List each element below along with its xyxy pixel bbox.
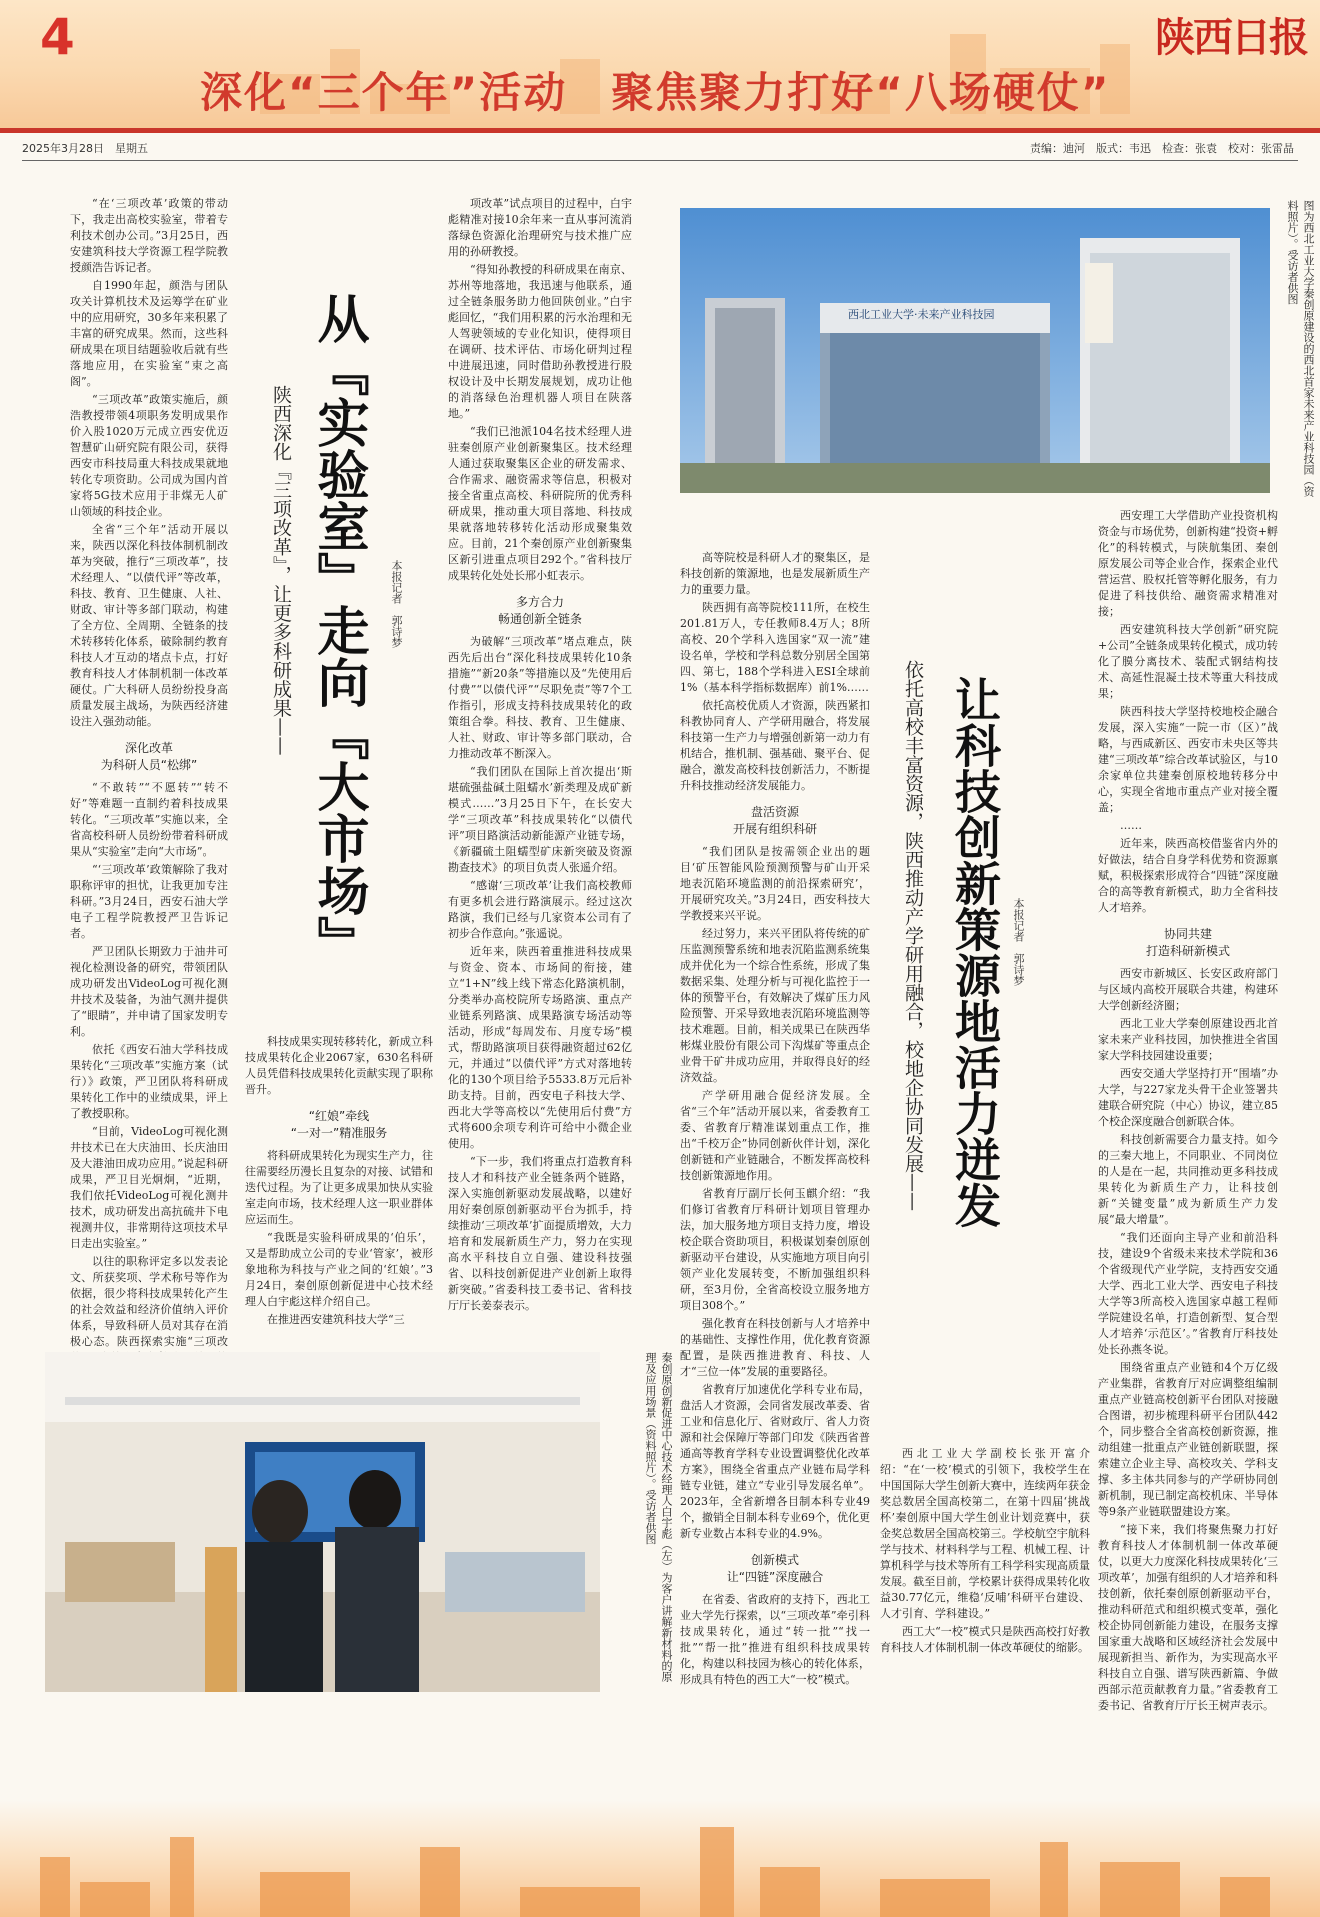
paragraph: 高等院校是科研人才的聚集区，是科技创新的策源地，也是发展新质生产力的重要力量。 [680, 551, 870, 596]
editor-credits: 责编：迪河 版式：韦迅 检查：张袁 校对：张雷晶 [1030, 142, 1294, 155]
paragraph: “目前，VideoLog可视化测井技术已在大庆油田、长庆油田及大港油田成功应用。”说起科研成果，严卫目光炯炯，“近期，我们依托VideoLog可视化测井技术，成功研发出高抗硫井下电视测井仪，非常期待这项技术早日走出实验室。” [70, 1125, 228, 1250]
paragraph: “在‘三项改革’政策的带动下，我走出高校实验室，带着专利技术创办公司。”3月25日，西安建筑科技大学资源工程学院教授颜浩告诉记者。 [70, 197, 228, 274]
subhead: 协同共建 打造科研新模式 [1145, 927, 1230, 958]
lab-photo [45, 1352, 600, 1692]
section-headline-right: 聚焦聚力打好“八场硬仗” [611, 68, 1111, 117]
paragraph: “三项改革”政策实施后，颜浩教授带领4项职务发明成果作价入股1020万元成立西安优迈智慧矿山研究院有限公司，获得西安市科技局重大科技成果就地转化专项资助。公司成为国内首家将5G技术应用于非煤无人矿山领域的科技企业。 [70, 393, 228, 518]
paragraph: “得知孙教授的科研成果在南京、苏州等地落地，我迅速与他联系，通过全链条服务助力他回陕创业。”白宇彪回忆，“我们用积累的污水治理和无人驾驶领域的专业化知识，使得项目在调研、技术评估、市场化研判过程中进展迅速，同时借助孙教授进行股权设计及中长期发展规划，成功让他的消落绿色治理机器人项目在陕落地。” [448, 263, 632, 420]
paragraph: 为破解“三项改革”堵点难点，陕西先后出台“深化科技成果转化10条措施”“新20条”等措施以及“先使用后付费”“以债代评”“尽职免责”等7个工作指引，形成支持科技成果转化的政策组合拳。科技、教育、卫生健康、人社、财政、审计等多部门联动，合力推动改革不断深入。 [448, 635, 632, 760]
paragraph: “下一步，我们将重点打造教育科技人才和科技产业全链条两个链路，深入实施创新驱动发展战略，以建好用好秦创原创新驱动平台为抓手，持续推动‘三项改革’扩面提质增效，大力培育和发展新质生产力，努力在实现高水平科技自立自强、建设科技强省、以科技创新促进产业创新上取得新突破。”省委科技工委书记、省科技厅厅长姜泰表示。 [448, 1155, 632, 1312]
section-headline-left: 深化“三个年”活动 [200, 68, 568, 117]
paragraph: 西安市新城区、长安区政府部门与区域内高校开展联合共建，构建环大学创新经济圈； [1098, 967, 1278, 1012]
page-number: 4 [40, 8, 75, 66]
tech-park-caption: 图为西北工业大学秦创原建设的西北首家未来产业科技园（资料照片）。受访者供图 [1286, 200, 1315, 497]
subhead: 多方合力 畅通创新全链条 [497, 595, 582, 626]
right-article-colC [1098, 508, 1278, 1712]
subhead: 盘活资源 开展有组织科研 [732, 805, 817, 836]
right-article-colB [880, 1446, 1090, 1691]
paragraph: 西北工业大学副校长张开富介绍：“在‘一校’模式的引领下，我校学生在中国国际大学生创新大赛中，连续两年获金奖总数居全国高校第二，在第十四届‘挑战杯’秦创原中国大学生创业计划竞赛中，获金奖总数居全国高校第三。学校航空宇航科学与技术、材料科学与工程、机械工程、计算机科学与技术等所有工科学科实现高质量发展。截至目前，学校累计获得成果转化收益30.77亿元，维稳‘反哺’科研平台建设、人才引育、学科建设。” [880, 1447, 1090, 1620]
subhead: “红娘”牵线 “一对一”精准服务 [290, 1109, 388, 1140]
paragraph: 省教育厅加速优化学科专业布局，盘活人才资源，会同省发展改革委、省工业和信息化厅、省财政厅、省人力资源和社会保障厅等部门印发《陕西省普通高等教育学科专业设置调整优化改革方案》，围绕全省重点产业链布局学科链专业链，建立“专业引导发展名单”。2023年，全省新增各目制本科专业49个，撤销全目制本科专业69个，优化更新专业数占本科专业的4.9%。 [680, 1383, 870, 1540]
paragraph: 将科研成果转化为现实生产力，往往需要经历漫长且复杂的对接、试错和迭代过程。为了让更多成果加快从实验室走向市场，技术经理人这一职业群体应运而生。 [245, 1149, 433, 1226]
paragraph: 西北工业大学秦创原建设西北首家未来产业科技园，加快推进全省国家大学科技园建设重要； [1098, 1017, 1278, 1062]
paragraph: 近年来，陕西着重推进科技成果与资金、资本、市场间的衔接，建立“1+N”线上线下常态化路演机制，分类举办高校院所专场路演、重点产业链系列路演、成果路演专场活动等活动，形成“每周发布、月度专场”模式，帮助路演项目获得融资超过62亿元，并通过“以债代评”方式对落地转化的130个项目给予5533.8万元后补助支持。目前，西安电子科技大学、西北大学等高校以“先使用后付费”方式将600余项专利许可给中小微企业使用。 [448, 945, 632, 1150]
paragraph: “我们还面向主导产业和前沿科技，建设9个省级未来技术学院和36个省级现代产业学院，支持西安交通大学、西北工业大学、西安电子科技大学等3所高校入选国家卓越工程师学院建设名单，打造创新型、复合型人才培养‘示范区’。”省教育厅科技处处长孙燕冬说。 [1098, 1231, 1278, 1356]
left-article-col3 [245, 1034, 433, 1334]
paragraph: 西安交通大学坚持打开“围墙”办大学，与227家龙头骨干企业签署共建联合研究院（中心）协议，建立85个校企深度融合创新联合体。 [1098, 1067, 1278, 1128]
left-article-col1 [70, 196, 228, 1348]
tech-park-photo [680, 208, 1270, 493]
paragraph: 科技成果实现转移转化，新成立科技成果转化企业2067家，630名科研人员凭借科技成果转化贡献实现了职称晋升。 [245, 1035, 433, 1096]
paragraph: 全省“三个年”活动开展以来，陕西以深化科技体制机制改革为突破，推行“三项改革”，技术经理人、“以债代评”等改革，科技、教育、卫生健康、人社、财政、审计等多部门联动，构建了全方位、全周期、全链条的技术转移转化体系，破除制约教育科技人才互动的堵点卡点，打好教育科技人才体制机制一体改革硬仗。广大科研人员纷纷投身高质量发展主战场，为陕西经济建设注入强劲动能。 [70, 523, 228, 728]
paragraph: 陕西科技大学坚持校地校企融合发展，深入实施“一院一市（区）”战略，与西咸新区、西安市未央区等共建“三项改革”综合改革试验区，与10余家单位共建秦创原校地转移分中心，实现全省地市重点产业对接全覆盖； [1098, 705, 1278, 814]
footer-skyline [0, 1800, 1320, 1917]
paragraph: 严卫团队长期致力于油井可视化检测设备的研究，带领团队成功研发出VideoLog可视化测井技术及装备，为油气测井提供了“眼睛”，并申请了国家发明专利。 [70, 945, 228, 1038]
dateline: 2025年3月28日 星期五 [22, 142, 148, 155]
paragraph: 西工大“一校”模式只是陕西高校打好教育科技人才体制机制一体改革硬仗的缩影。 [880, 1625, 1090, 1654]
newspaper-logo: 陕西日报 [1155, 14, 1307, 61]
left-article-subtitle: 陕西深化『三项改革』，让更多科研成果—— [270, 385, 292, 756]
paragraph: 科技创新需要合力量支持。如今的三秦大地上，不同职业、不同岗位的人是在一起，共同推动更多科技成果转化为新质生产力，让科技创新“关键变量”成为新质生产力发展“最大增量”。 [1098, 1133, 1278, 1226]
header-rule [0, 128, 1320, 133]
paragraph: 围绕省重点产业链和4个万亿级产业集群，省教育厅对应调整组编制重点产业链高校创新平台团队对接融合图谱，初步梳理科研平台团队442个，同步整合全省高校创新资源，推动组建一批重点产业链创新联盟，探索建立企业主导、高校攻关、学科支撑、多主体共同参与的产学研协同创新机制，现已制定高校机床、半导体等9条产业链联盟建设方案。 [1098, 1361, 1278, 1518]
paragraph: “‘三项改革’政策解除了我对职称评审的担忧，让我更加专注科研。”3月24日，西安石油大学电子工程学院教授严卫告诉记者。 [70, 863, 228, 940]
paragraph: 以往的职称评定多以发表论文、所获奖项、学术称号等作为依据，很少将科技成果转化产生的社会效益和经济价值纳入评价体系，导致科研人员对其存在消极心态。陕西探索实施“三项改 [70, 1255, 228, 1348]
paragraph: 在推进西安建筑科技大学“三 [267, 1313, 405, 1326]
paragraph: 陕西拥有高等院校111所，在校生201.81万人，专任教师8.4万人；8所高校、20个学科入选国家“双一流”建设名单，学校和学科总数分别居全国第四、第七，188个学科进入ESI全球前1%（基本科学指标数据库）前1%…… [680, 601, 870, 694]
paragraph: 依托《西安石油大学科技成果转化“三项改革”实施方案（试行）》政策，严卫团队将科研成果转化工作中的业绩成果，评上了教授职称。 [70, 1043, 228, 1120]
paragraph: 近年来，陕西高校借鉴省内外的好做法，结合自身学科优势和资源禀赋，积极探索形成符合“四链”深度融合的高等教育新模式，助力全省科技人才培养。 [1098, 837, 1278, 914]
left-article-title: 从『实验室』走向『大市场』 [308, 292, 368, 968]
paragraph: “我们已池派104名技术经理人进驻秦创原产业创新聚集区。技术经理人通过获取聚集区企业的研发需求、合作需求、融资需求等信息，积极对接全省重点高校、科研院所的优秀科研成果，推动重大项目落地、科技成果就落地转移转化活动形成聚集效应。目前，21个秦创原产业创新聚集区新引进重点项目292个。”省科技厅成果转化处处长邢小虹表示。 [448, 425, 632, 582]
right-article-colA [680, 550, 870, 1690]
left-article-byline: 本报记者 郭诗梦 [390, 560, 403, 648]
paragraph: 自1990年起，颜浩与团队攻关计算机技术及运筹学在矿业中的应用研究，30多年来积累了丰富的研究成果。然而，这些科研成果在项目结题验收后就有些落地应用，在实验室“束之高阁”。 [70, 279, 228, 388]
paragraph: 产学研用融合促经济发展。全省“三个年”活动开展以来，省委教育工委、省教育厅精准谋划重点工作，推出“千校万企”协同创新伙伴计划，深化创新链和产业链融合，不断发挥高校科技创新策源地作用。 [680, 1089, 870, 1182]
subhead: 深化改革 为科研人员“松绑” [100, 741, 198, 772]
paragraph: 在省委、省政府的支持下，西北工业大学先行探索，以“三项改革”牵引科技成果转化，通过“转一批”“找一批”“帮一批”推进有组织科技成果转化，构建以科技园为核心的转化体系，形成具有特色的西工大“一校”模式。 [680, 1593, 870, 1686]
left-article-col2 [448, 196, 632, 1332]
paragraph: “我们团队在国际上首次提出‘斯堪硫强盐碱土阻蠕水’新类理及成矿新模式……”3月25日下午，在长安大学“三项改革”科技成果转化“以债代评”项目路演活动新能源产业链专场，《新疆硫土阻蠕型矿床新突破及资源勘查技术》的项目负责人张遥介绍。 [448, 765, 632, 874]
right-article-byline: 本报记者 郭诗梦 [1012, 898, 1025, 986]
paragraph: “不敢转”“不愿转”“转不好”等难题一直制约着科技成果转化。“三项改革”实施以来，全省高校科研人员纷纷带着科研成果从“实验室”走向“大市场”。 [70, 781, 228, 858]
tech-park-illustration [680, 208, 1270, 493]
right-article-subtitle: 依托高校丰富资源，陕西推动产学研用融合，校地企协同发展—— [902, 660, 924, 1211]
lab-photo-illustration [45, 1352, 600, 1692]
subhead: 创新模式 让“四链”深度融合 [726, 1553, 824, 1584]
paragraph: 经过努力，来兴平团队将传统的矿压监测预警系统和地表沉陷监测系统集成并优化为一个综合性系统，形成了集数据采集、处理分析与可视化监控于一体的预警平台，有效解决了煤矿压力风险预警、开采导致地表沉陷环境监测等技术难题。目前，相关成果已在陕西华彬煤业股份有限公司下沟煤矿等重点企业骨干矿井成功应用，并取得良好的经济效益。 [680, 927, 870, 1084]
paragraph: 西安理工大学借助产业投资机构资金与市场优势，创新构建“投资+孵化”的科转模式，与陕航集团、秦创原发展公司等企业合作，探索企业代营运营、股权托管等孵化服务，有力促进了科技供给、融资需求精准对接； [1098, 509, 1278, 618]
paragraph: “感谢‘三项改革’让我们高校教师有更多机会进行路演展示。经过这次路演，我们已经与几家资本公司有了初步合作意向。”张遥说。 [448, 879, 632, 940]
dateline-rule [22, 160, 1298, 161]
paragraph: 项改革”试点项目的过程中，白宇彪精准对接10余年来一直从事河流消落绿色资源化治理研究与技术推广应用的孙研教授。 [448, 197, 632, 258]
paragraph: 强化教育在科技创新与人才培养中的基础性、支撑性作用，优化教育资源配置，是陕西推进教育、科技、人才“三位一体”发展的重要路径。 [680, 1317, 870, 1378]
paragraph: …… [1120, 819, 1142, 832]
building-sign: 西北工业大学·未来产业科技园 [848, 308, 995, 321]
paragraph: “我既是实验科研成果的‘伯乐’，又是帮助成立公司的专业‘管家’，被形象地称为科技与产业之间的‘红娘’。”3月24日，秦创原创新促进中心技术经理人白宇彪这样介绍自己。 [245, 1231, 433, 1308]
paragraph: 省教育厅副厅长何玉麒介绍：“我们修订省教育厅科研计划项目管理办法，加大服务地方项目支持力度，增设校企联合资助项目，积极谋划秦创原创新驱动平台建设，从实施地方项目向引领产业化发展转变，不断加强组织科研，至3月份，全省高校设立服务地方项目308个。” [680, 1187, 870, 1312]
paragraph: 依托高校优质人才资源，陕西紧扣科教协同育人、产学研用融合，将发展科技第一生产力与增强创新第一动力有机结合，推机制、强基础、聚平台、促融合，激发高校科技创新活力，不断提升科技推动经济发展能力。 [680, 699, 870, 792]
right-article-title: 让科技创新策源地活力迸发 [948, 676, 1002, 1228]
section-headline [200, 60, 1154, 120]
paragraph: “接下来，我们将聚焦聚力打好教育科技人才体制机制一体改革硬仗，以更大力度深化科技成果转化‘三项改革’，加强有组织的人才培养和科技创新，依托秦创原创新驱动平台，推动科研范式和组织模式变革，强化校企协同创新能力建设，在服务支撑国家重大战略和区域经济社会发展中展现新担当、新作为，为实现高水平科技自立自强、谱写陕西新篇、争做西部示范贡献教育力量。”省委教育工委书记、省教育厅厅长王树声表示。 [1098, 1523, 1278, 1712]
lab-photo-caption: 秦创原创新促进中心技术经理人白宇彪（左）为客户讲解新材料的原理及应用场景（资料照片）。受访者供图 [644, 1352, 673, 1682]
paragraph: 西安建筑科技大学创新“研究院+公司”全链条成果转化模式，成功转化了膜分离技术、装配式钢结构技术、高延性混凝土技术等重大科技成果； [1098, 623, 1278, 700]
paragraph: “我们团队是按需领企业出的题目‘矿压智能风险预测预警与矿山开采地表沉陷环境监测的前沿探索研究’，开展研究攻关。”3月24日，西安科技大学教授来兴平说。 [680, 845, 870, 922]
